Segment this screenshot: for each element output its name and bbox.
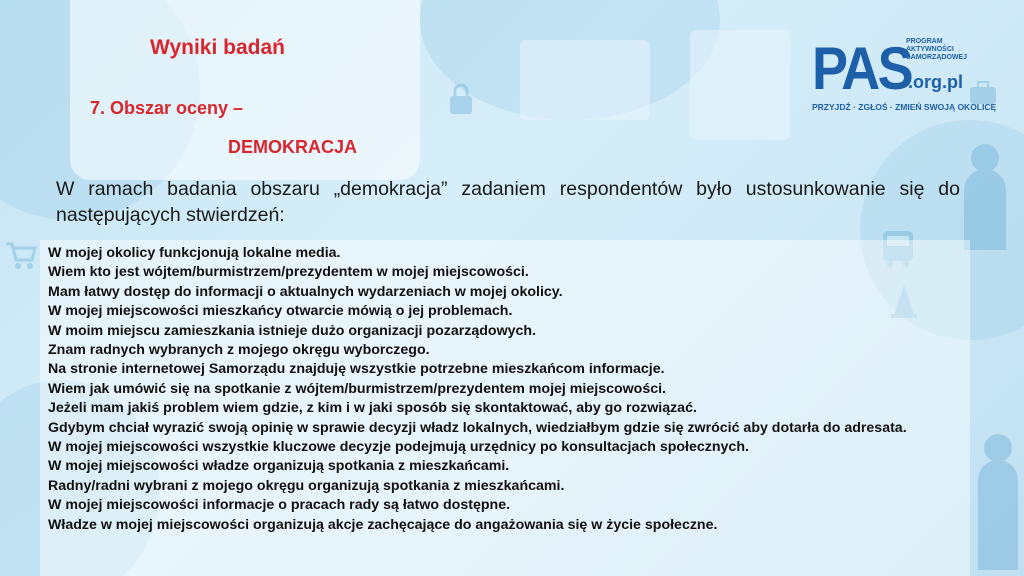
list-item: W moim miejscu zamieszkania istnieje dużo organizacji pozarządowych. [48, 322, 537, 339]
logo-line: PROGRAM [906, 38, 943, 45]
person-icon [960, 140, 1010, 250]
logo-line: AKTYWNOŚCI [906, 46, 954, 53]
background-shape [520, 40, 650, 120]
list-item: Wiem jak umówić się na spotkanie z wójtem/burmistrzem/prezydentem mojej miejscowości. [48, 380, 667, 397]
list-item: Gdybym chciał wyrazić swoją opinię w sprawie decyzji władz lokalnych, wiedziałbym gdzie się zwrócić aby dotarła do adresata. [48, 419, 907, 436]
statement-list [48, 244, 960, 535]
section-heading: 7. Obszar oceny – [90, 98, 244, 118]
list-item: W mojej okolicy funkcjonują lokalne media. [48, 245, 341, 261]
section-topic: DEMOKRACJA [228, 137, 358, 157]
cart-icon [4, 240, 38, 270]
list-item: Mam łatwy dostęp do informacji o aktualnych wydarzeniach w mojej okolicy. [48, 283, 563, 300]
logo-tagline: PRZYJDŹ · ZGŁOŚ · ZMIEŃ SWOJĄ OKOLICĘ [812, 102, 997, 112]
list-item: Na stronie internetowej Samorządu znajduję wszystkie potrzebne mieszkańcom informacje. [48, 361, 665, 378]
list-item: Władze w mojej miejscowości organizują akcje zachęcające do angażowania się w życie społeczne. [48, 516, 718, 533]
list-item: Jeżeli mam jakiś problem wiem gdzie, z kim i w jaki sposób się skontaktować, aby go rozwiązać. [48, 400, 697, 417]
logo-program-name [906, 38, 967, 62]
slide-title: Wyniki badań [150, 36, 285, 59]
list-item: Radny/radni wybrani z mojego okręgu organizują spotkania z mieszkańcami. [48, 477, 565, 494]
list-item: W mojej miejscowości informacje o pracach rady są łatwo dostępne. [48, 497, 511, 514]
list-item: W mojej miejscowości wszystkie kluczowe decyzje podejmują urzędnicy po konsultacjach społecznych. [48, 439, 749, 456]
padlock-icon [448, 82, 474, 116]
list-item: Wiem kto jest wójtem/burmistrzem/prezydentem w mojej miejscowości. [48, 264, 529, 281]
logo-brand: PAS [812, 35, 911, 102]
list-item: W mojej miejscowości mieszkańcy otwarcie mówią o jej problemach. [48, 303, 513, 320]
logo-line: SAMORZĄDOWEJ [906, 54, 968, 61]
intro-paragraph: W ramach badania obszaru „demokracja” zadaniem respondentów było ustosunkowanie się do następujących stwierdzeń: [56, 178, 960, 226]
logo-domain: .org.pl [908, 72, 963, 92]
background-shape [690, 30, 790, 140]
list-item: Znam radnych wybranych z mojego okręgu wyborczego. [48, 342, 430, 359]
list-item: W mojej miejscowości władze organizują spotkania z mieszkańcami. [48, 458, 510, 475]
person-icon [975, 430, 1021, 570]
pas-logo [812, 34, 997, 126]
